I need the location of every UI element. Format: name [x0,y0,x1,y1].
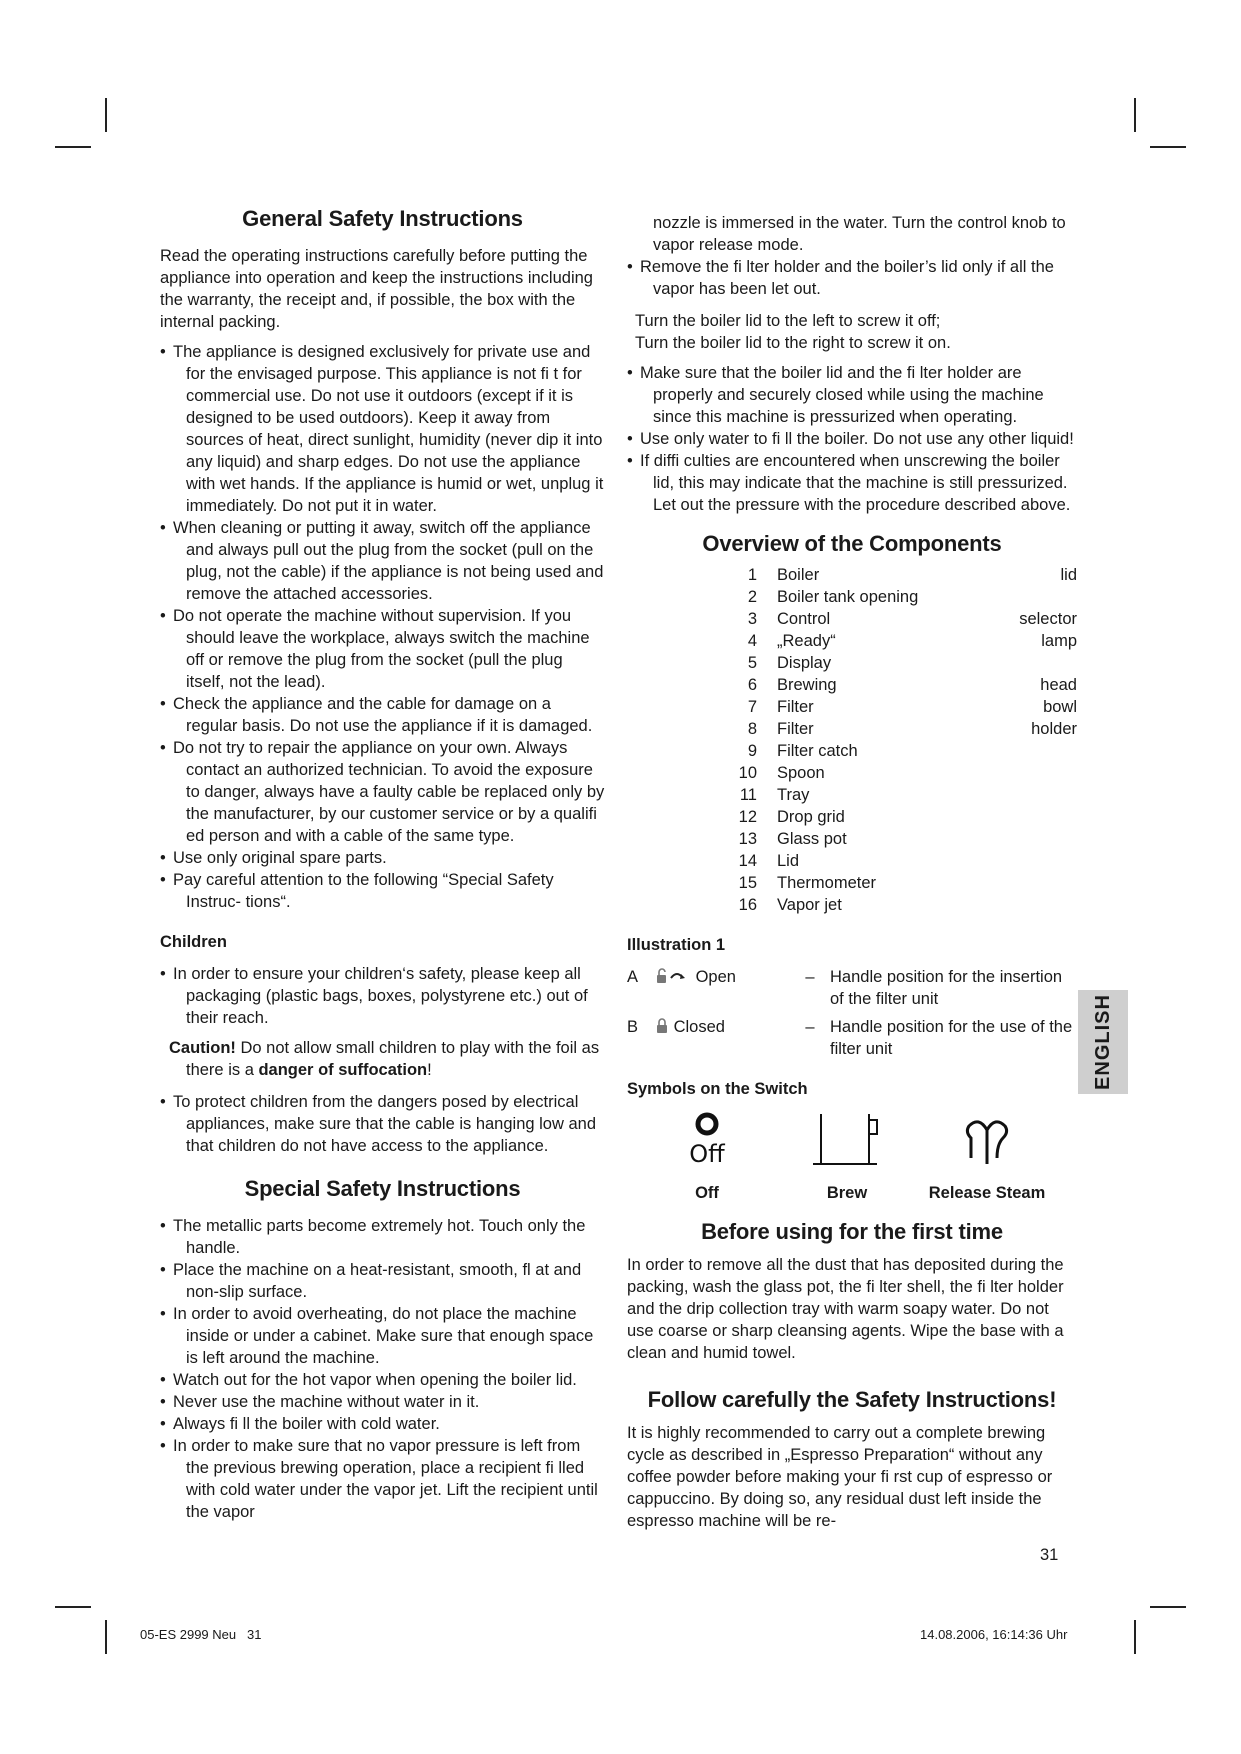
list-item: • The appliance is designed exclusively for private use and for the envisaged purpose. This appliance is not fi t for commercial use. Do not use it outdoors (except if it is designed to be used outdoors). Keep it away from sources of heat, direct sunlight, humidity (never dip it into any liquid) and sharp edges. Do not use the appliance with wet hands. If the appliance is humid or wet, unplug it immediately. Do not put it in water. [160,341,605,517]
lid-instruction-2: Turn the boiler lid to the right to screw it on. [635,334,951,352]
crop-mark [105,98,107,132]
list-item: • To protect children from the dangers posed by electrical appliances, make sure that the cable is hanging low and that children do not have access to the appliance. [160,1091,605,1157]
crop-mark [1150,1606,1186,1608]
special-safety-list [160,1215,605,1523]
list-item: • Use only water to fi ll the boiler. Do not use any other liquid! [627,428,1077,450]
component-number: 4 [747,632,757,650]
steam-icon [952,1110,1022,1170]
list-item: • Never use the machine without water in it. [160,1391,605,1413]
component-name: Spoon [777,764,825,782]
component-number: 9 [747,742,757,760]
component-number: 13 [738,830,757,848]
component-name-suffix [957,652,1077,674]
cup-icon [807,1110,887,1170]
crop-mark [55,1606,91,1608]
component-name: Glass pot [777,830,847,848]
component-number: 7 [747,698,757,716]
steam-label: Release Steam [928,1184,1046,1202]
list-item: • Use only original spare parts. [160,847,605,869]
language-tab [1078,990,1128,1094]
component-name: Filter catch [777,742,858,760]
off-label: Off [695,1184,719,1202]
component-name: Boiler [777,566,820,584]
first-time-text: In order to remove all the dust that has deposited during the packing, wash the glass pot, the fi lter shell, the fi lter holder and the drip collection tray with warm soapy water. Do not use coarse or sharp cleansing agents. Wipe the base with a clean and humid towel. [627,1256,1064,1362]
component-name-suffix [957,850,1077,872]
component-name-suffix: holder [1031,720,1077,738]
component-number: 10 [738,764,757,782]
component-name-suffix: lamp [1041,632,1077,650]
component-name: „Ready“ [777,632,836,650]
children-list-2 [160,1091,605,1157]
component-number: 6 [747,676,757,694]
component-number: 3 [747,610,757,628]
list-item: • Remove the fi lter holder and the boiler’s lid only if all the vapor has been let out. [627,256,1077,300]
component-name-suffix [957,828,1077,850]
component-name-suffix [957,894,1077,916]
component-number: 1 [747,566,757,584]
crop-mark [1150,146,1186,148]
right-column [627,212,1077,1540]
list-item: • Do not operate the machine without supervision. If you should leave the workplace, always switch the machine off or remove the plug from the socket (pull the plug itself, not the lead). [160,605,605,693]
power-off-icon [672,1110,742,1170]
component-name-suffix [957,872,1077,894]
symbols-title: Symbols on the Switch [627,1080,808,1098]
general-safety-list [160,341,605,913]
component-name-suffix [957,586,1077,608]
list-item: • If diffi culties are encountered when unscrewing the boiler lid, this may indicate that the machine is still pressurized. Let out the pressure with the procedure described above. [627,450,1077,516]
component-name-suffix: selector [1019,610,1077,628]
illustration-title: Illustration 1 [627,936,726,954]
list-item: • In order to avoid overheating, do not place the machine inside or under a cabinet. Make sure that enough space is left around the machine. [160,1303,605,1369]
list-item: • Watch out for the hot vapor when opening the boiler lid. [160,1369,605,1391]
list-item: • When cleaning or putting it away, switch off the appliance and always pull out the plug from the socket (pull on the plug, not the cable) if the appliance is not being used and remove the attached accessories. [160,517,605,605]
children-title: Children [160,933,227,951]
illustration-letter: A [627,968,639,986]
special-safety-title: Special Safety Instructions [244,1176,521,1201]
component-number: 8 [747,720,757,738]
component-name-suffix [957,806,1077,828]
right-safety-list [627,362,1077,516]
general-safety-title: General Safety Instructions [242,206,523,231]
component-name: Filter [777,720,814,738]
list-item: • Pay careful attention to the following “Special Safety Instruc- tions“. [160,869,605,913]
list-item: • Always fi ll the boiler with cold water. [160,1413,605,1435]
footer-left: 05-ES 2999 Neu 31 [140,1627,262,1642]
component-number: 2 [747,588,757,606]
component-name: Control [777,610,831,628]
brew-label: Brew [826,1184,868,1202]
open-lock-icon [655,968,691,984]
symbol-off [647,1110,767,1204]
off-icon-text: Off [689,1140,725,1168]
list-item: • In order to make sure that no vapor pressure is left from the previous brewing operation, place a recipient fi lled with cold water under the vapor jet. Lift the recipient until the vapor [160,1435,605,1523]
crop-mark [1134,1620,1136,1654]
symbol-steam [927,1110,1047,1204]
component-number: 16 [738,896,757,914]
component-name-suffix: lid [1060,566,1077,584]
crop-mark [1134,98,1136,132]
component-name: Boiler tank opening [777,588,919,606]
illustration-letter: B [627,1018,639,1036]
open-position [655,966,790,1010]
component-name: Tray [777,786,810,804]
list-item: • Make sure that the boiler lid and the fi lter holder are properly and securely closed while using the machine since this machine is pressurized when operating. [627,362,1077,428]
follow-title: Follow carefully the Safety Instructions! [647,1387,1057,1412]
component-name: Display [777,654,832,672]
component-name-suffix [957,740,1077,762]
page-number: 31 [1040,1546,1059,1564]
continued-text: nozzle is immersed in the water. Turn the control knob to vapor release mode. [653,214,1066,254]
follow-text: It is highly recommended to carry out a complete brewing cycle as described in „Espresso Preparation“ without any coffee powder before making your fi rst cup of espresso or cappuccino. By doing so, any residual dust left inside the espresso machine will be re- [627,1424,1053,1530]
component-number: 12 [738,808,757,826]
component-name: Thermometer [777,874,877,892]
language-tab-label: ENGLISH [1092,994,1114,1090]
caution-bold: danger of suffocation [258,1061,428,1079]
closed-description: Handle position for the use of the filter unit [830,1018,1073,1058]
component-name: Lid [777,852,800,870]
first-time-title: Before using for the first time [701,1219,1003,1244]
illustration-table [627,966,1077,1060]
component-name: Drop grid [777,808,845,826]
dash: – [805,1018,815,1036]
general-safety-intro: Read the operating instructions carefully before putting the appliance into operation and keep the instructions including the warranty, the receipt and, if possible, the box with the internal packing. [160,247,593,331]
list-item: • The metallic parts become extremely hot. Touch only the handle. [160,1215,605,1259]
list-item: • In order to ensure your children‘s safety, please keep all packaging (plastic bags, boxes, polystyrene etc.) out of their reach. [160,963,605,1029]
component-number: 15 [738,874,757,892]
component-number: 14 [738,852,757,870]
component-name: Filter [777,698,814,716]
symbols-row [647,1110,1047,1204]
closed-position [655,1016,790,1060]
list-item: • Do not try to repair the appliance on your own. Always contact an authorized technician. To avoid the exposure to danger, always have a faulty cable be replaced only by the manufacturer, by our customer service or by a qualifi ed person and with a cable of the same type. [160,737,605,847]
component-name-suffix [957,762,1077,784]
component-number: 11 [739,786,757,804]
footer-right: 14.08.2006, 16:14:36 Uhr [920,1627,1068,1642]
symbol-brew [787,1110,907,1204]
closed-lock-icon [655,1018,669,1034]
components-table [627,564,1077,916]
component-name-suffix: head [1040,676,1077,694]
overview-title: Overview of the Components [702,531,1002,556]
closed-label: Closed [673,1018,725,1036]
open-description: Handle position for the insertion of the filter unit [830,968,1063,1008]
component-name-suffix [957,784,1077,806]
caution-label: Caution! [169,1039,236,1057]
component-name: Vapor jet [777,896,842,914]
remove-list [627,256,1077,300]
component-name: Brewing [777,676,837,694]
list-item: • Place the machine on a heat-resistant, smooth, fl at and non-slip surface. [160,1259,605,1303]
children-list [160,963,605,1029]
caution-text: Do not allow small children to play with the foil as there is a [186,1039,600,1079]
crop-mark [105,1620,107,1654]
lid-instruction-1: Turn the boiler lid to the left to screw it off; [635,312,941,330]
open-label: Open [695,968,736,986]
caution-note [160,1037,605,1081]
caution-end: ! [427,1061,432,1079]
component-number: 5 [747,654,757,672]
left-column [160,205,605,1531]
crop-mark [55,146,91,148]
component-name-suffix: bowl [1043,698,1077,716]
list-item: • Check the appliance and the cable for damage on a regular basis. Do not use the appliance if it is damaged. [160,693,605,737]
dash: – [805,968,815,986]
